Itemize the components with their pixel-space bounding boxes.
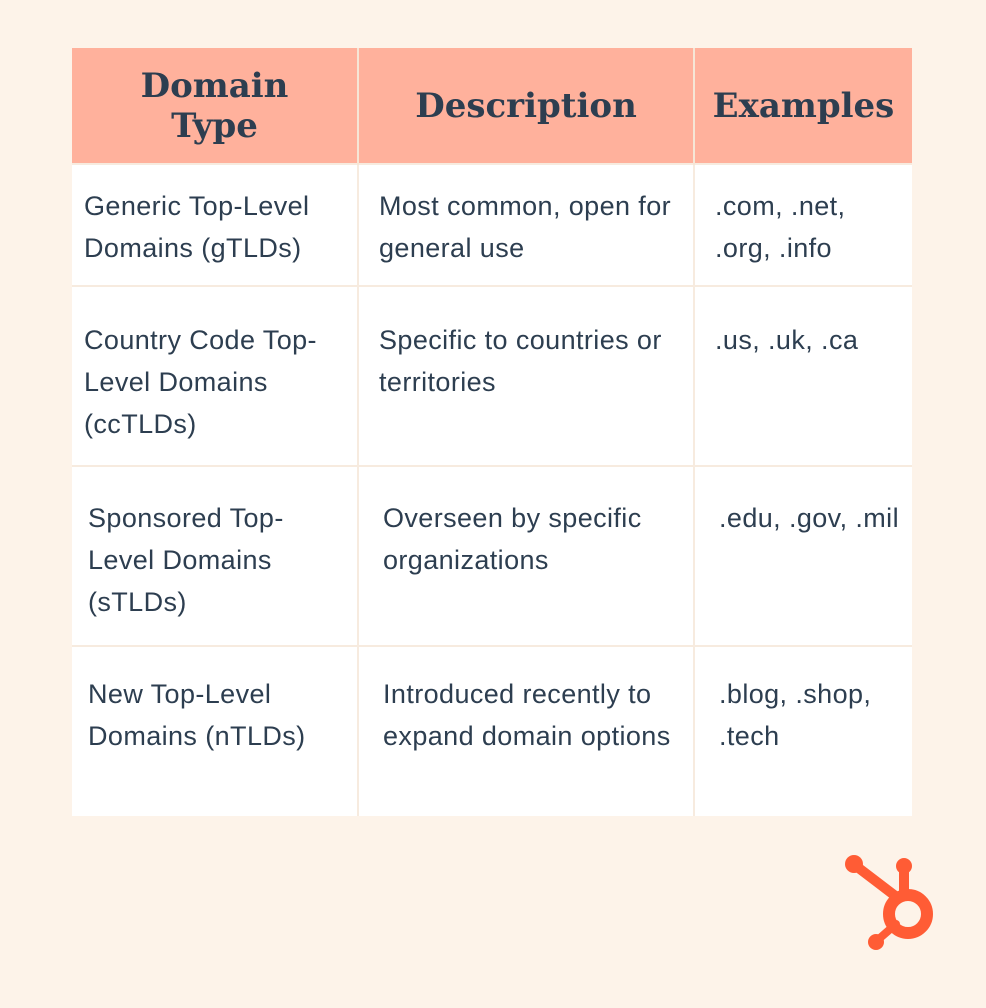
cell-examples: .com, .net, .org, .info <box>694 164 912 286</box>
cell-description: Introduced recently to expand domain options <box>358 646 694 816</box>
table-row <box>72 286 912 466</box>
table-row <box>72 164 912 286</box>
cell-examples: .us, .uk, .ca <box>694 286 912 466</box>
cell-domain-type: Sponsored Top-Level Domains (sTLDs) <box>72 466 358 646</box>
table-row <box>72 646 912 816</box>
domain-types-table <box>72 48 912 816</box>
cell-domain-type: New Top-Level Domains (nTLDs) <box>72 646 358 816</box>
cell-examples: .blog, .shop, .tech <box>694 646 912 816</box>
cell-description: Overseen by specific organizations <box>358 466 694 646</box>
header-examples: Examples <box>694 48 912 164</box>
header-domain-type: Domain Type <box>72 48 358 164</box>
cell-examples: .edu, .gov, .mil <box>694 466 912 646</box>
cell-description: Specific to countries or territories <box>358 286 694 466</box>
cell-description: Most common, open for general use <box>358 164 694 286</box>
table-row <box>72 466 912 646</box>
hubspot-sprocket-icon <box>842 852 942 956</box>
table-header-row <box>72 48 912 164</box>
cell-domain-type: Generic Top-Level Domains (gTLDs) <box>72 164 358 286</box>
cell-domain-type: Country Code Top-Level Domains (ccTLDs) <box>72 286 358 466</box>
header-description: Description <box>358 48 694 164</box>
